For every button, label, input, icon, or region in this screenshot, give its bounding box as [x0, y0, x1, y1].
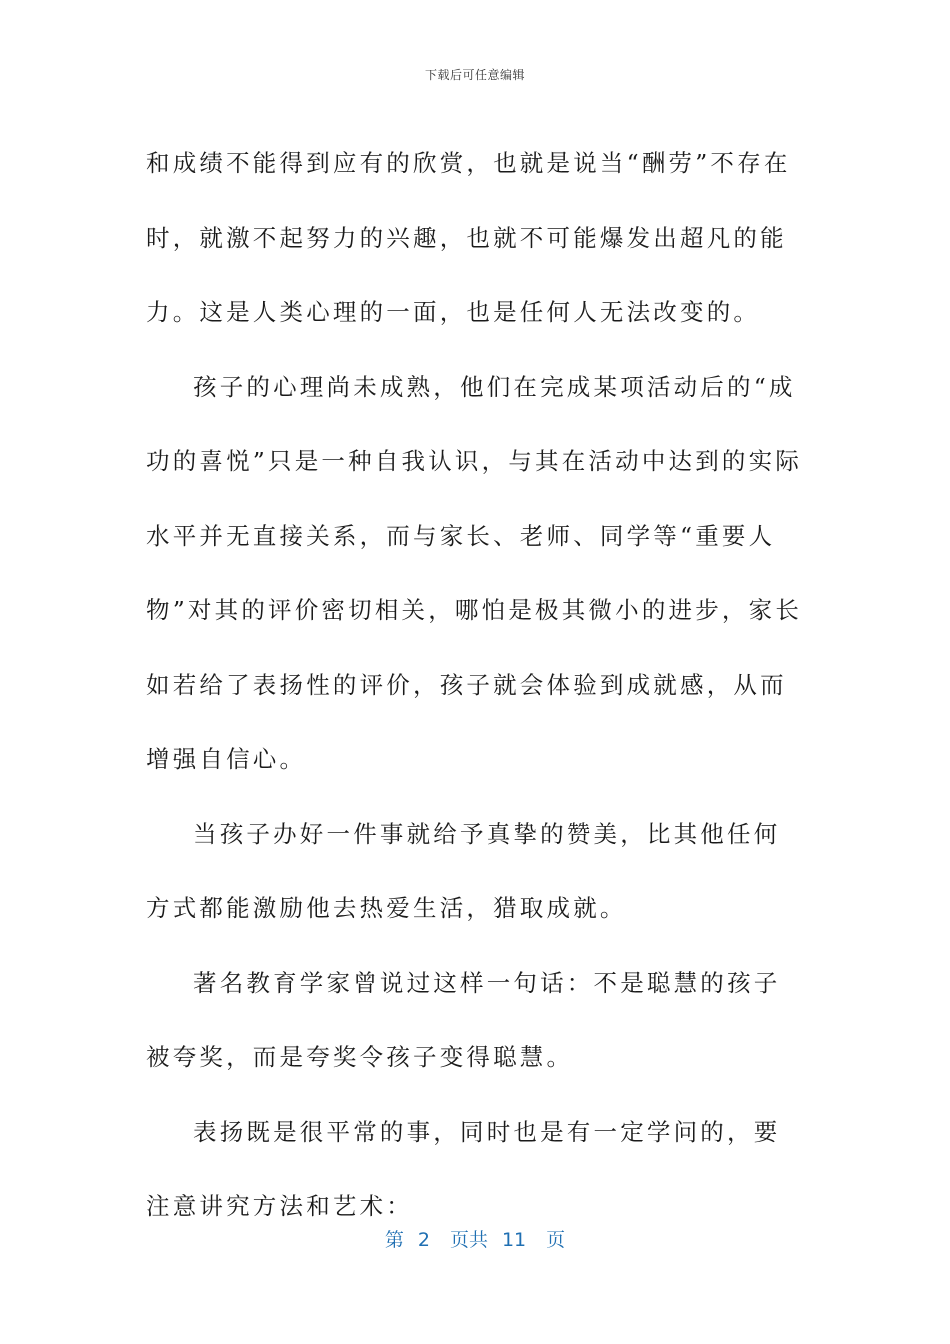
paragraph-praise-method: 表扬既是很平常的事，同时也是有一定学问的，要注意讲究方法和艺术：: [146, 1117, 781, 1220]
page-label-suffix: 页: [546, 1229, 566, 1251]
current-page-number: 2: [417, 1229, 430, 1251]
page-header: 下载后可任意编辑: [424, 68, 525, 82]
paragraph-child-psychology: 孩子的心理尚未成熟，他们在完成某项活动后的“成功的喜悦”只是一种自我认识，与其在活动中达到的实际水平并无直接关系，而与家长、老师、同学等“重要人物”对其的评价密切相关，哪怕是极其微小的进步，家长如若给了表扬性的评价，孩子就会体验到成就感，从而增强自信心。: [146, 372, 803, 773]
paragraph-sincere-praise: 当孩子办好一件事就给予真挚的赞美，比其他任何方式都能激励他去热爱生活，猎取成就。: [146, 819, 781, 922]
page-label-prefix: 第: [384, 1229, 404, 1251]
total-pages-number: 11: [501, 1229, 527, 1251]
paragraph-educator-quote: 著名教育学家曾说过这样一句话：不是聪慧的孩子被夸奖，而是夸奖令孩子变得聪慧。: [146, 968, 781, 1071]
page-footer: [0, 1225, 950, 1252]
page-label-mid: 页共: [449, 1229, 488, 1251]
document-body: [146, 126, 806, 1244]
paragraph-continuation: 和成绩不能得到应有的欣赏，也就是说当“酬劳”不存在时，就激不起努力的兴趣，也就不可能爆发出超凡的能力。这是人类心理的一面，也是任何人无法改变的。: [146, 149, 791, 326]
